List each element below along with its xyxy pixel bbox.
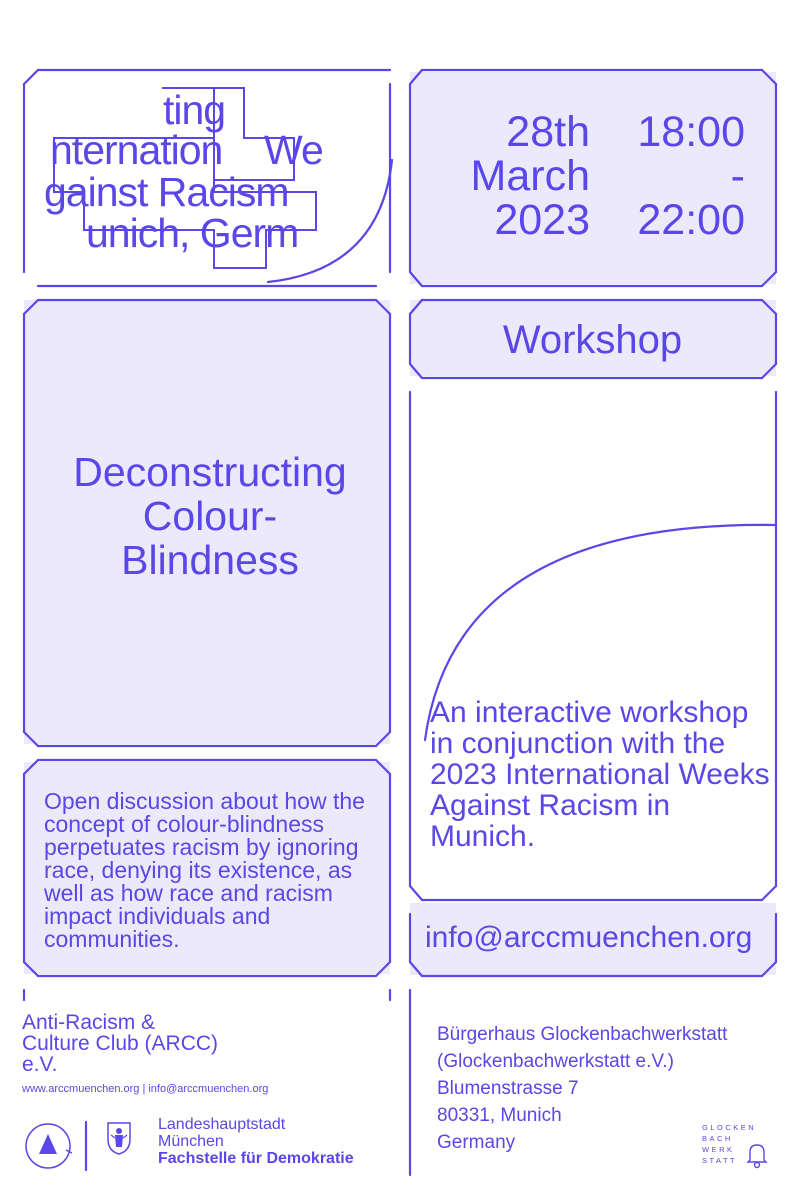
event-time bbox=[600, 110, 745, 242]
city-administration bbox=[158, 1116, 354, 1167]
event-title bbox=[30, 450, 390, 582]
venue-line-2: (Glockenbachwerkstatt e.V.) bbox=[437, 1051, 674, 1072]
date-month: March bbox=[470, 152, 590, 200]
city-line-2: München bbox=[158, 1133, 224, 1150]
discussion-text: Open discussion about how the concept of colour-blindness perpetuates racism by ignoring race, denying its existence, as well as how race and racism impact individuals and communities. bbox=[44, 788, 365, 952]
title-line-3: Blindness bbox=[121, 537, 299, 583]
art-line-1: ting bbox=[163, 87, 226, 133]
title-line-2: Colour- bbox=[142, 493, 278, 539]
venue-line-3: Blumenstrasse 7 bbox=[437, 1078, 579, 1099]
contact-email[interactable]: info@arccmuenchen.org bbox=[425, 921, 753, 954]
org-line-2: Culture Club (ARCC) bbox=[22, 1032, 219, 1055]
time-start: 18:00 bbox=[637, 108, 745, 156]
venue-line-1: Bürgerhaus Glockenbachwerkstatt bbox=[437, 1024, 728, 1045]
glocken-line-4: STATT bbox=[702, 1156, 738, 1165]
glocken-line-2: BACH bbox=[702, 1134, 733, 1143]
art-line-5: unich, Germ bbox=[86, 210, 299, 256]
art-line-3: We bbox=[264, 127, 323, 173]
art-line-2: nternation bbox=[50, 127, 223, 173]
org-line-1: Anti-Racism & bbox=[22, 1011, 156, 1034]
header-art bbox=[30, 80, 390, 280]
munich-crest-icon bbox=[106, 1121, 132, 1155]
title-line-1: Deconstructing bbox=[73, 449, 347, 495]
venue-line-4: 80331, Munich bbox=[437, 1105, 562, 1126]
venue-line-5: Germany bbox=[437, 1132, 516, 1153]
organizer-name bbox=[22, 1012, 372, 1075]
event-description: An interactive workshop in conjunction with the 2023 International Weeks Against Racism in Munich. bbox=[430, 696, 770, 853]
organizer-links[interactable]: www.arccmuenchen.org | info@arccmuenchen.org bbox=[22, 1083, 269, 1095]
bell-icon bbox=[742, 1140, 772, 1170]
city-line-1: Landeshauptstadt bbox=[158, 1116, 286, 1133]
event-type: Workshop bbox=[502, 318, 683, 362]
time-end: 22:00 bbox=[637, 196, 745, 244]
glocken-line-1: GLOCKEN bbox=[702, 1123, 757, 1132]
art-line-4: gainst Racism bbox=[44, 169, 289, 215]
event-date bbox=[425, 110, 590, 242]
date-day: 28th bbox=[506, 108, 590, 156]
date-year: 2023 bbox=[494, 196, 590, 244]
city-department: Fachstelle für Demokratie bbox=[158, 1150, 354, 1167]
arcc-logo-icon bbox=[22, 1120, 74, 1172]
time-dash: - bbox=[730, 152, 745, 200]
org-line-3: e.V. bbox=[22, 1053, 58, 1076]
glocken-line-3: WERK bbox=[702, 1145, 735, 1154]
